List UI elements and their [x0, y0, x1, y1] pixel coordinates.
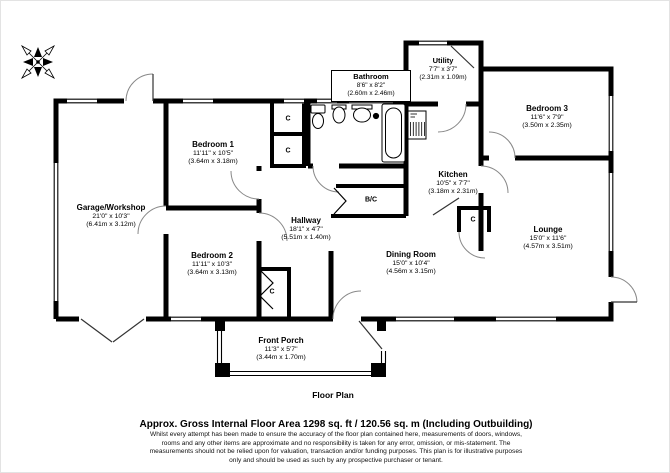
room-dims-ft: 18'1" x 4'7" [289, 225, 323, 233]
room-label-lounge [523, 225, 572, 252]
disclaimer-line: only and should be used as such by any prospective purchaser or tenant. [229, 456, 443, 464]
disclaimer-line: rooms and any other items are approximate and no responsibility is taken for any error, omission, or mis-statement. The [161, 439, 511, 447]
room-dims-m: (6.41m x 3.12m) [86, 220, 136, 228]
room-dims-ft: 8'6" x 8'2" [356, 81, 386, 89]
room-dims-m: (3.64m x 3.18m) [188, 157, 238, 165]
room-dims-ft: 15'0" x 11'6" [529, 234, 567, 242]
footer [1, 418, 670, 465]
room-label-bedroom1 [188, 140, 237, 167]
disclaimer-line: measurements should not be relied upon for valuation, transaction and/or funding purposes. This plan is for illustrative purposes [149, 448, 523, 456]
floor-area-title: Approx. Gross Internal Floor Area 1298 sq. ft / 120.56 sq. m (Including Outbuilding) [139, 419, 533, 430]
room-label-utility [419, 56, 466, 83]
room-name: Dining Room [386, 249, 436, 259]
room-label-bedroom2 [187, 251, 236, 278]
appliance-icon [408, 111, 426, 139]
closet-label: C [269, 288, 275, 296]
room-dims-m: (2.60m x 2.46m) [347, 90, 395, 97]
room-dims-ft: 11'11" x 10'3" [191, 260, 233, 268]
room-dims-ft: 11'3" x 5'7" [264, 345, 298, 353]
room-label-bathroom [331, 70, 411, 102]
toilet-icon [311, 105, 325, 113]
room-name: Utility [432, 55, 454, 65]
room-dims-ft: 15'0" x 10'4" [392, 259, 430, 267]
room-name: Bedroom 3 [526, 103, 568, 113]
room-dims-ft: 11'6" x 7'9" [530, 113, 564, 121]
room-dims-m: (3.18m x 2.31m) [428, 187, 478, 195]
room-label-porch [256, 336, 305, 363]
room-dims-m: (2.31m x 1.09m) [419, 73, 467, 81]
room-dims-m: (4.56m x 3.15m) [386, 267, 436, 275]
room-dims-ft: 10'5" x 7'7" [436, 179, 470, 187]
compass-icon [22, 46, 54, 78]
room-name: Bathroom [353, 72, 389, 81]
room-name: Front Porch [258, 335, 304, 345]
fixture-dot [373, 113, 378, 118]
room-label-dining [386, 250, 436, 277]
closet-label: C [285, 147, 291, 155]
room-name: Garage/Workshop [76, 202, 146, 212]
closet-label: C [470, 216, 476, 224]
closet-walls [259, 101, 489, 317]
room-dims-ft: 7'7" x 3'7" [428, 65, 458, 73]
room-dims-ft: 11'11" x 10'5" [192, 149, 234, 157]
room-dims-m: (3.44m x 1.70m) [256, 353, 306, 361]
closet-label: C [285, 115, 291, 123]
room-name: Bedroom 1 [192, 139, 234, 149]
room-name: Lounge [533, 224, 563, 234]
room-name: Kitchen [438, 169, 468, 179]
room-label-hallway [281, 216, 330, 243]
room-name: Hallway [291, 215, 321, 225]
room-dims-m: (3.64m x 3.13m) [187, 268, 237, 276]
room-dims-m: (5.51m x 1.40m) [281, 233, 331, 241]
room-name: Bedroom 2 [191, 250, 233, 260]
room-label-garage [77, 203, 146, 230]
room-label-kitchen [428, 170, 477, 197]
disclaimer-line: Whilst every attempt has been made to ensure the accuracy of the floor plan contained here, measurements of doors, windows, [149, 431, 522, 438]
room-dims-m: (3.50m x 2.35m) [522, 121, 572, 129]
floor-plan-caption: Floor Plan [312, 390, 354, 400]
room-label-bedroom3 [522, 104, 571, 131]
room-dims-m: (4.57m x 3.51m) [523, 242, 573, 250]
room-dims-ft: 21'0" x 10'3" [92, 212, 130, 220]
closet-label-bc: B/C [364, 196, 378, 204]
bathroom-fixtures [311, 104, 405, 162]
